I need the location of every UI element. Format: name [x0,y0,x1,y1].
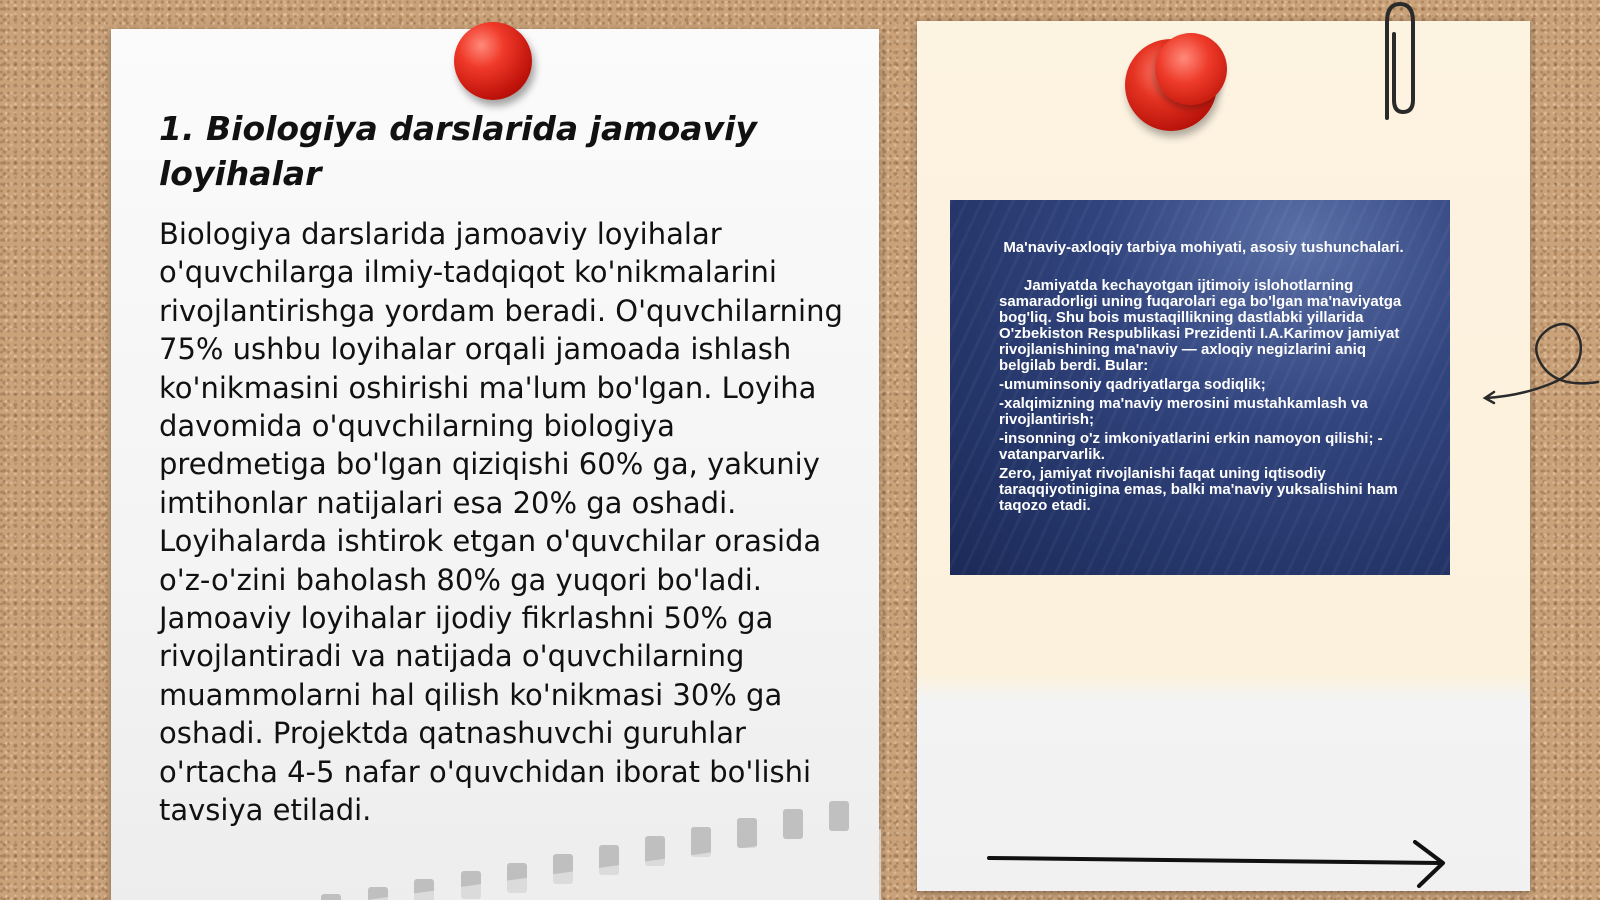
slide-list-item: -xalqimizning ma'naviy merosini mustahkamlash va rivojlantirish; [999,395,1368,428]
slide-conclusion: Zero, jamiyat rivojlanishi faqat uning iqtisodiy taraqqiyotinigina emas, balki ma'naviy yuksalishini ham taqozo etadi. [999,465,1398,514]
slide-intro: Jamiyatda kechayotgan ijtimoiy islohotlarning samaradorligi uning fuqarolari ega bo'lgan ma'naviyatga bog'liq. Shu bois mustaqillikning dastlabki yillarida O'zbekiston Respublikasi Prezidenti I.A.Karimov jamiyat rivojlanishining ma'naviy — axloqiy negizlarini aniq belgilab berdi. Bular: [999,277,1402,374]
card-title: 1. Biologiya darslarida jamoaviy loyihalar [159,109,757,193]
left-note-card [111,29,879,900]
card-body-text: Biologiya darslarida jamoaviy loyihalar o'quvchilarga ilmiy-tadqiqot ko'nikmalarini rivojlantirishga yordam beradi. O'quvchilarning 75% ushbu loyihalar orqali jamoada ishlash ko'nikmasini oshirishi ma'lum bo'lgan. Loyiha davomida o'quvchilarning biologiya predmetiga bo'lgan qiziqishi 60% ga, yakuniy imtihonlar natijalari esa 20% ga oshadi. Loyihalarda ishtirok etgan o'quvchilar orasida o'z-o'zini baholash 80% ga yuqori bo'ladi. Jamoaviy loyihalar ijodiy fikrlashni 50% ga rivojlantiradi va natijada o'quvchilarning muammolarni hal qilish ko'nikmasi 30% ga oshadi. Projektda qatnashuvchi guruhlar o'rtacha 4-5 nafar o'quvchidan iborat bo'lishi tavsiya etiladi. [159,217,843,828]
slide-title: Ma'naviy-axloqiy tarbiya mohiyati, asosiy tushunchalari. [1003,239,1404,256]
slide-list-item: -insonning o'z imkoniyatlarini erkin namoyon qilishi; -vatanparvarlik. [999,430,1383,463]
curl-arrow-icon [1480,310,1600,410]
paperclip-icon [1373,0,1423,130]
arrow-right-icon [985,840,1450,890]
embedded-slide-image [950,200,1450,575]
slide-list-item: -umuminsoniy qadriyatlarga sodiqlik; [999,376,1266,393]
red-pushpin-icon [1125,39,1217,131]
red-pushpin-icon [454,22,532,100]
